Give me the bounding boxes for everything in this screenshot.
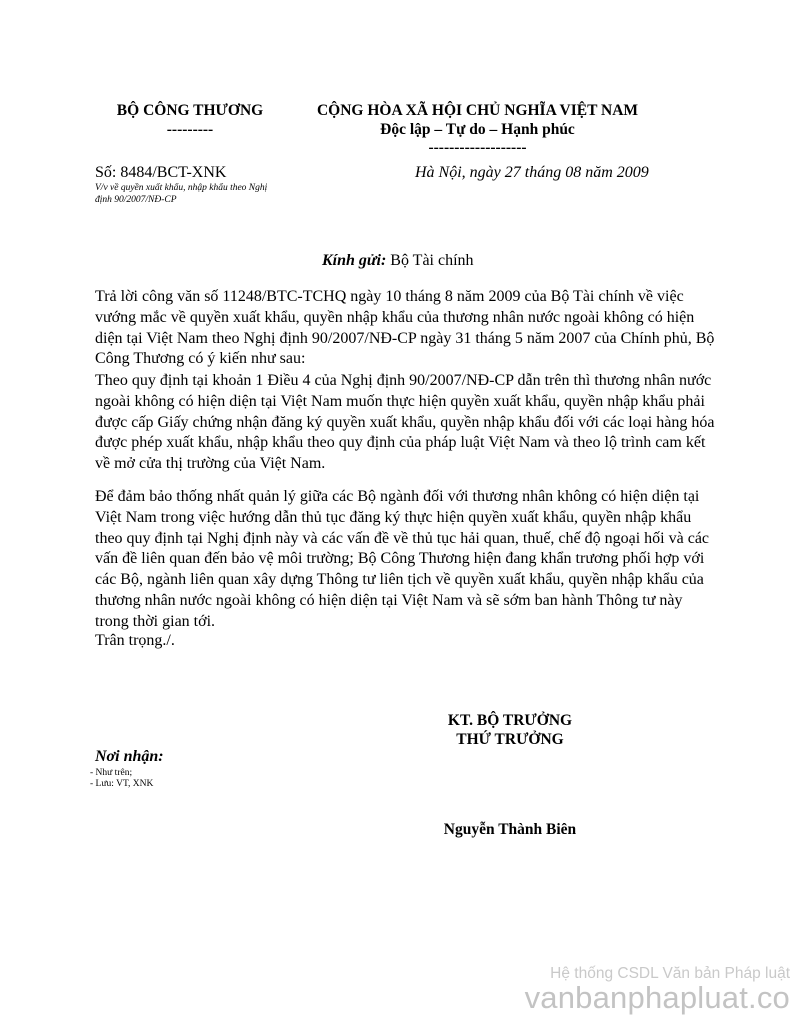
recipients-title: Nơi nhận: xyxy=(95,748,164,765)
watermark-line-1: Hệ thống CSDL Văn bản Pháp luật xyxy=(550,965,790,982)
closing-remark: Trân trọng./. xyxy=(95,632,175,649)
recipient-label: Kính gửi: xyxy=(322,252,387,269)
paragraph-line: Để đảm bảo thống nhất quản lý giữa các Bộ ngành đối với thương nhân không có hiện diện tại xyxy=(95,488,700,505)
paragraph-line: vấn đề liên quan đến bảo vệ môi trường; Bộ Công Thương hiện đang khẩn trương phối hợp với xyxy=(95,550,705,568)
watermark-line-2: vanbanphapluat.co xyxy=(524,980,790,1015)
paragraph-line: Việt Nam trong việc hướng dẫn thủ tục đăng ký thực hiện quyền xuất khẩu, quyền nhập khẩu xyxy=(95,508,692,526)
paragraph-line: các Bộ, ngành liên quan xây dựng Thông tư liên tịch về quyền xuất khẩu, quyền nhập khẩu của xyxy=(95,571,704,589)
paragraph-line: diện tại Việt Nam theo Nghị định 90/2007/NĐ-CP ngày 31 tháng 5 năm 2007 của Chính phủ, Bộ xyxy=(95,329,715,347)
paragraph-line: về mở cửa thị trường của Việt Nam. xyxy=(95,455,326,473)
recipient-line xyxy=(322,252,474,270)
recipient-name: Bộ Tài chính xyxy=(386,252,474,269)
paragraph-line: Trả lời công văn số 11248/BTC-TCHQ ngày 10 tháng 8 năm 2009 của Bộ Tài chính về việc xyxy=(95,288,684,305)
nation-title: CỘNG HÒA XÃ HỘI CHỦ NGHĨA VIỆT NAM xyxy=(316,102,639,119)
paragraph-line: trong thời gian tới. xyxy=(95,612,216,630)
document-number: Số: 8484/BCT-XNK xyxy=(95,164,227,181)
subject-line-1: V/v về quyền xuất khẩu, nhập khẩu theo Nghị xyxy=(95,183,268,193)
agency-separator: --------- xyxy=(166,121,214,138)
paragraph-3 xyxy=(95,487,710,633)
motto-separator: ------------------- xyxy=(428,139,527,156)
recipients-item: - Lưu: VT, XNK xyxy=(90,779,154,789)
paragraph-1 xyxy=(95,287,715,370)
paragraph-line: Công Thương có ý kiến như sau: xyxy=(95,350,306,368)
signer-name: Nguyễn Thành Biên xyxy=(443,821,577,838)
signer-position-2: THỨ TRƯỞNG xyxy=(456,731,564,748)
paragraph-line: thương nhân nước ngoài không có hiện diện tại Việt Nam và sẽ sớm ban hành Thông tư này xyxy=(95,591,683,609)
recipients-item: - Như trên; xyxy=(90,768,133,778)
paragraph-2 xyxy=(95,371,715,475)
paragraph-line: Theo quy định tại khoản 1 Điều 4 của Nghị định 90/2007/NĐ-CP dẫn trên thì thương nhân nước xyxy=(95,372,712,389)
subject-line-2: định 90/2007/NĐ-CP xyxy=(95,195,177,205)
paragraph-line: được phép xuất khẩu, nhập khẩu theo quy định của pháp luật Việt Nam và theo lộ trình cam kết xyxy=(95,434,706,452)
paragraph-line: được cấp Giấy chứng nhận đăng ký quyền xuất khẩu, quyền nhập khẩu đối với các loại hàng hóa xyxy=(95,413,715,431)
place-and-date: Hà Nội, ngày 27 tháng 08 năm 2009 xyxy=(415,164,649,181)
paragraph-line: theo quy định tại Nghị định này và các vấn đề về thủ tục hải quan, thuế, chế độ ngoại hối và các xyxy=(95,529,710,547)
paragraph-line: vướng mắc về quyền xuất khẩu, quyền nhập khẩu của thương nhân nước ngoài không có hiện xyxy=(95,308,695,326)
signer-position-1: KT. BỘ TRƯỞNG xyxy=(447,712,573,729)
paragraph-line: ngoài không có hiện diện tại Việt Nam muốn thực hiện quyền xuất khẩu, quyền nhập khẩu phải xyxy=(95,392,705,410)
national-motto: Độc lập – Tự do – Hạnh phúc xyxy=(380,121,575,138)
issuing-agency: BỘ CÔNG THƯƠNG xyxy=(116,102,264,119)
